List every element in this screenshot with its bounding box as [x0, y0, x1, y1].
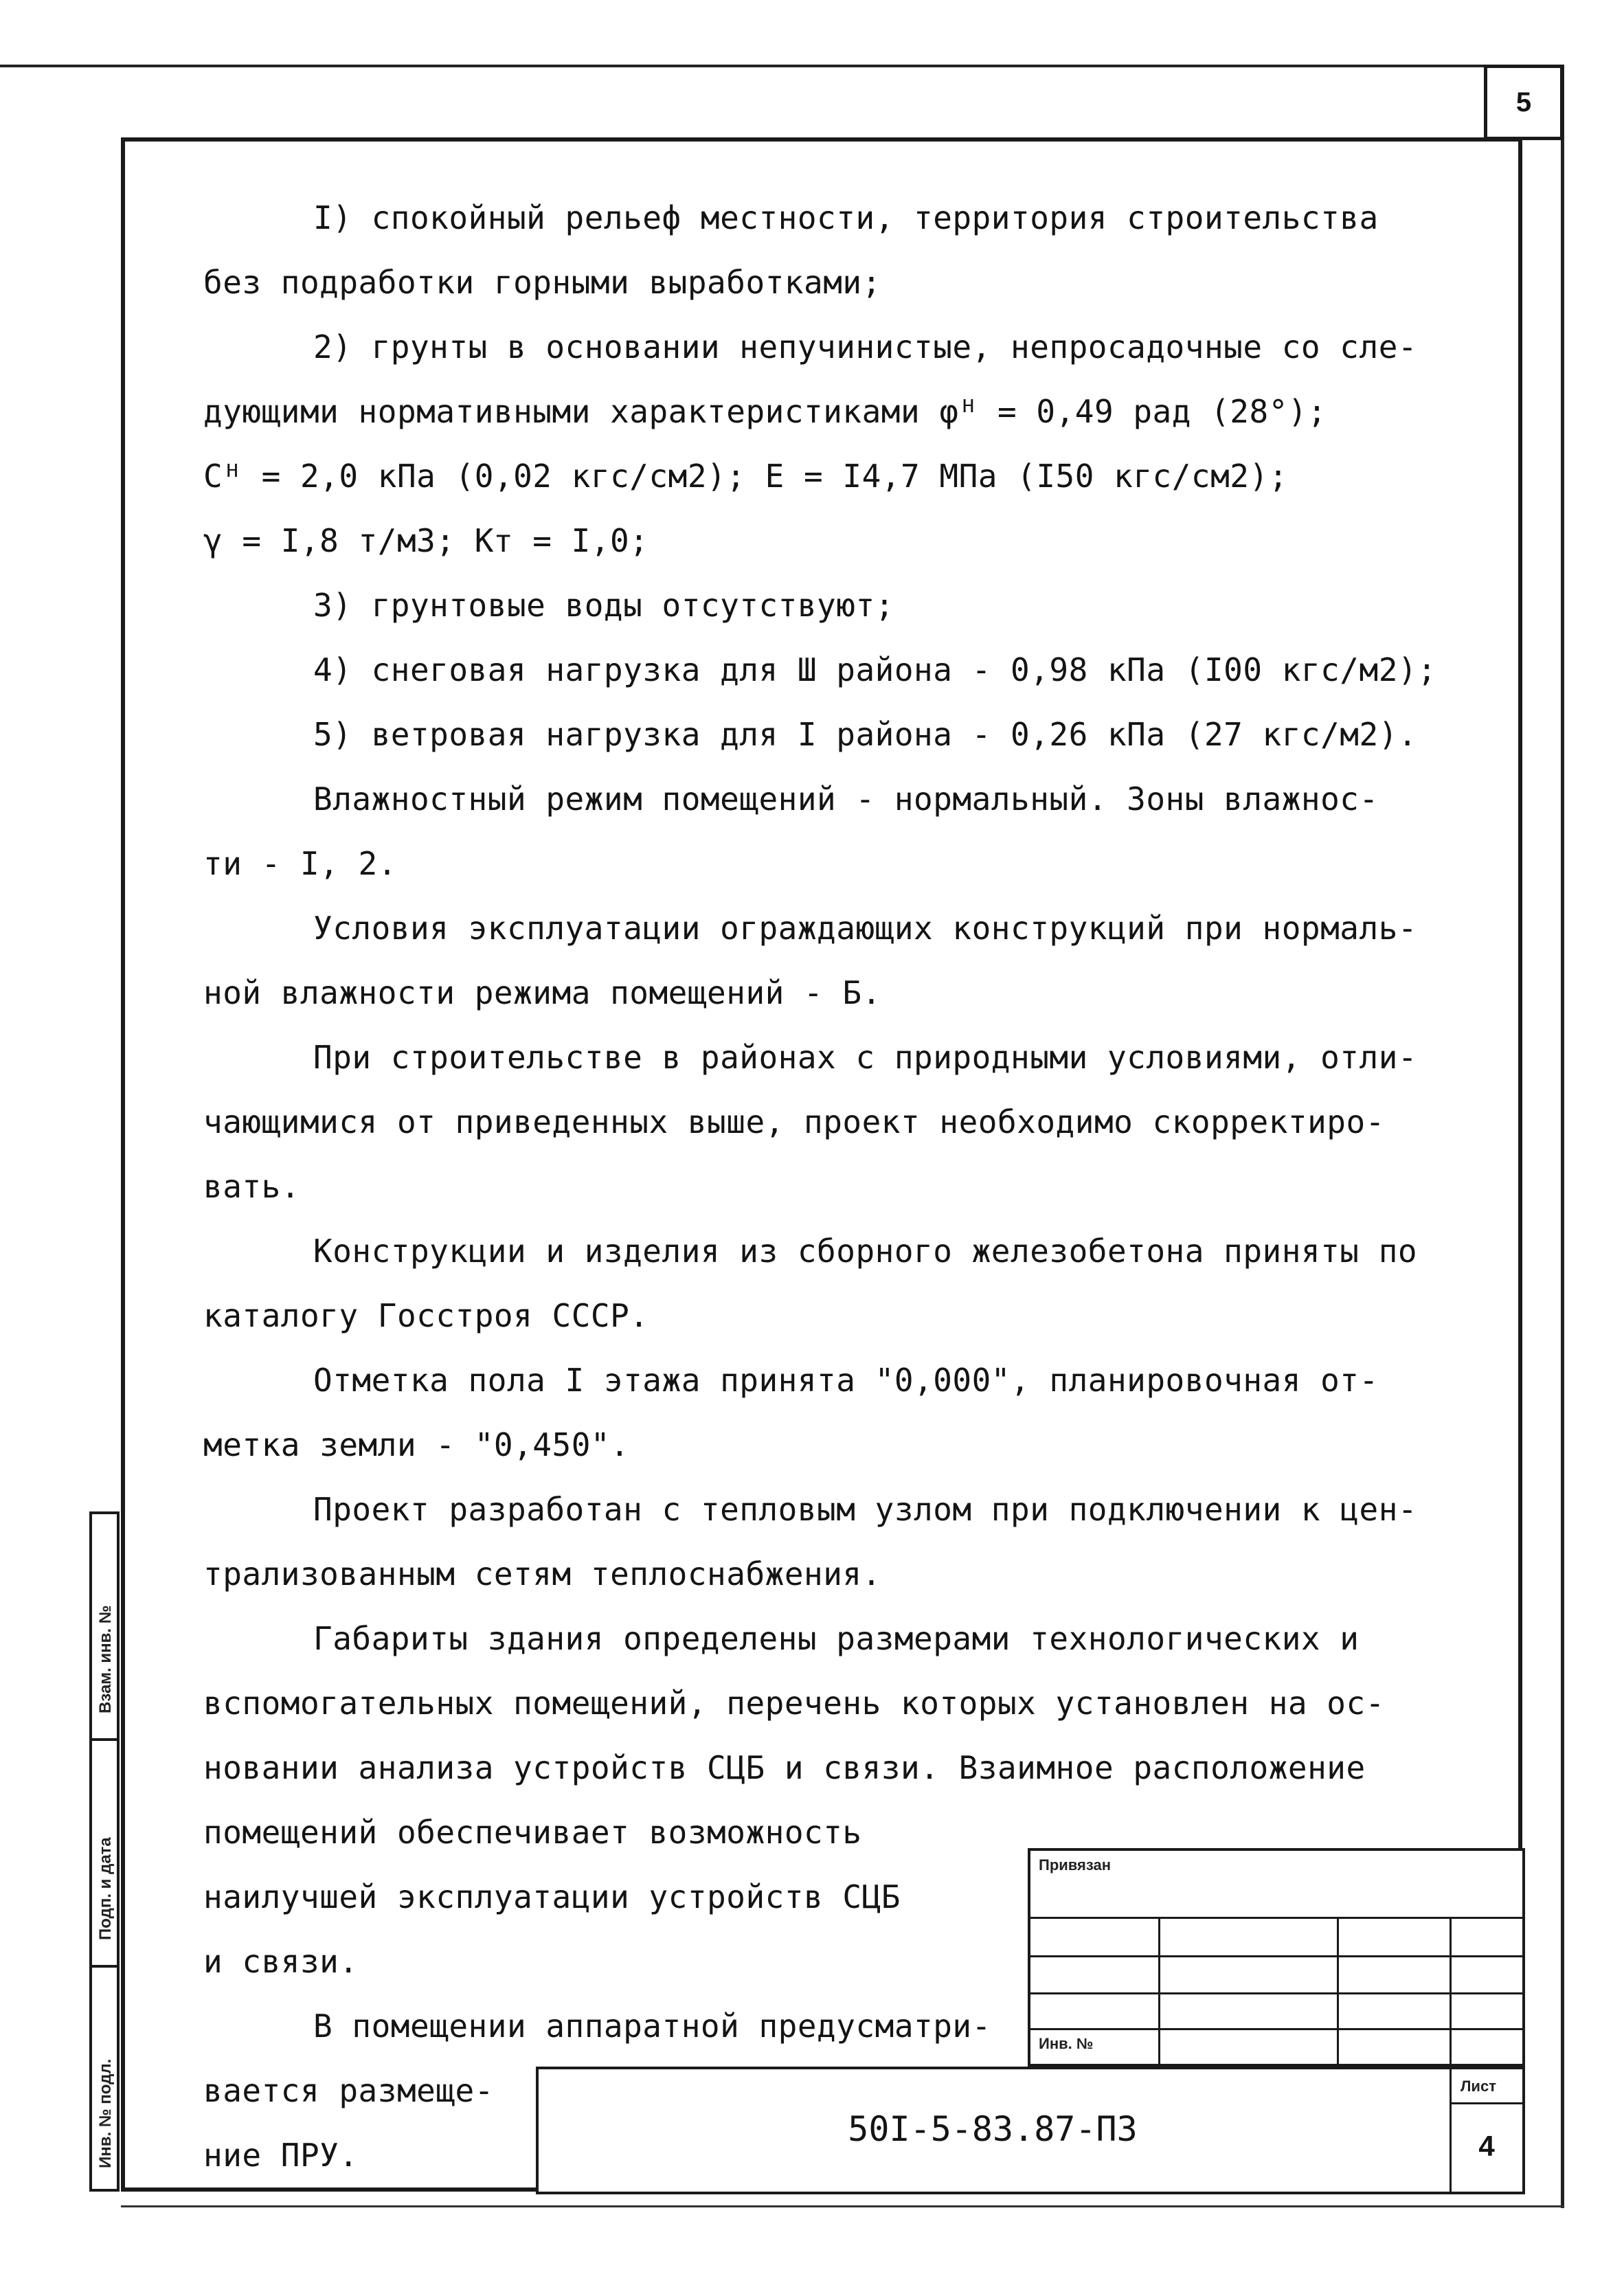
text-line: без подработки горными выработками;	[203, 264, 881, 301]
text-line: γ = I,8 т/м3; Kᴛ = I,0;	[203, 522, 649, 559]
text-line: В помещении аппаратной предусматри-	[313, 2007, 991, 2045]
text-line: трализованным сетям теплоснабжения.	[203, 1555, 881, 1593]
outer-right-line	[1561, 65, 1564, 2208]
list-label: Лист	[1461, 2078, 1496, 2095]
sheet-number: 4	[1478, 2130, 1495, 2162]
text-line: Условия эксплуатации ограждающих конструкций при нормаль-	[313, 910, 1418, 947]
side-cell-inv	[92, 1968, 117, 2189]
text-line: наилучшей эксплуатации устройств СЦБ	[203, 1878, 901, 1915]
side-cell-vzam	[92, 1514, 117, 1741]
text-line: ной влажности режима помещений - Б.	[203, 974, 881, 1011]
document-code: 50I-5-83.87-ПЗ	[848, 2109, 1138, 2149]
text-line: ти - I, 2.	[203, 845, 397, 882]
binding-strip	[89, 1511, 120, 2192]
text-line: каталогу Госстроя СССР.	[203, 1297, 649, 1334]
text-line: 3) грунтовые воды отсутствуют;	[313, 587, 894, 624]
text-line: метка земли - "0,450".	[203, 1426, 630, 1463]
tb-col-line	[1450, 1917, 1452, 2067]
privyazan-label: Привязан	[1039, 1856, 1112, 1874]
text-line: и связи.	[203, 1943, 359, 1980]
text-line: ние ПРУ.	[203, 2137, 359, 2174]
text-line: 4) снеговая нагрузка для Ш района - 0,98 кПа (I00 кгс/м2);	[313, 651, 1437, 688]
text-line: При строительстве в районах с природными условиями, отли-	[313, 1039, 1418, 1076]
page-corner-number: 5	[1484, 65, 1564, 140]
side-label-podp: Подп. и дата	[96, 1837, 115, 1940]
bottom-edge-line	[121, 2205, 1564, 2207]
tb-col-line	[1337, 1917, 1339, 2067]
side-cell-podp	[92, 1741, 117, 1968]
text-line: I) спокойный рельеф местности, территория строительства	[313, 199, 1379, 236]
text-line: вать.	[203, 1168, 300, 1205]
side-label-vzam: Взам. инв. №	[96, 1605, 115, 1713]
text-line: вается размеще-	[203, 2072, 494, 2109]
text-line: Влажностный режим помещений - нормальный. Зоны влажнос-	[313, 780, 1379, 818]
text-line: Проект разработан с тепловым узлом при подключении к цен-	[313, 1491, 1418, 1528]
text-line: Конструкции и изделия из сборного железобетона приняты по	[313, 1233, 1418, 1270]
text-line: 2) грунты в основании непучинистые, непросадочные со сле-	[313, 328, 1418, 365]
inv-label: Инв. №	[1039, 2035, 1094, 2052]
tb-row-line	[1450, 2102, 1525, 2104]
text-line: Габариты здания определены размерами технологических и	[313, 1620, 1360, 1657]
side-label-inv: Инв. № подл.	[96, 2058, 115, 2168]
tb-col-line	[1450, 2067, 1452, 2194]
text-line: чающимися от приведенных выше, проект необходимо скорректиро-	[203, 1103, 1385, 1140]
text-line: вспомогательных помещений, перечень которых установлен на ос-	[203, 1685, 1385, 1722]
tb-col-line	[1158, 1917, 1160, 2067]
top-edge-line	[0, 65, 1485, 67]
text-line: новании анализа устройств СЦБ и связи. Взаимное расположение	[203, 1749, 1366, 1786]
text-line: помещений обеспечивает возможность	[203, 1814, 862, 1851]
text-line: 5) ветровая нагрузка для I района - 0,26 кПа (27 кгс/м2).	[313, 716, 1418, 753]
text-line: Отметка пола I этажа принята "0,000", планировочная от-	[313, 1362, 1379, 1399]
text-line: дующими нормативными характеристиками φᴴ = 0,49 рад (28°);	[203, 393, 1327, 430]
text-line: Cᴴ = 2,0 кПа (0,02 кгс/см2); E = I4,7 МПа (I50 кгс/см2);	[203, 458, 1288, 495]
